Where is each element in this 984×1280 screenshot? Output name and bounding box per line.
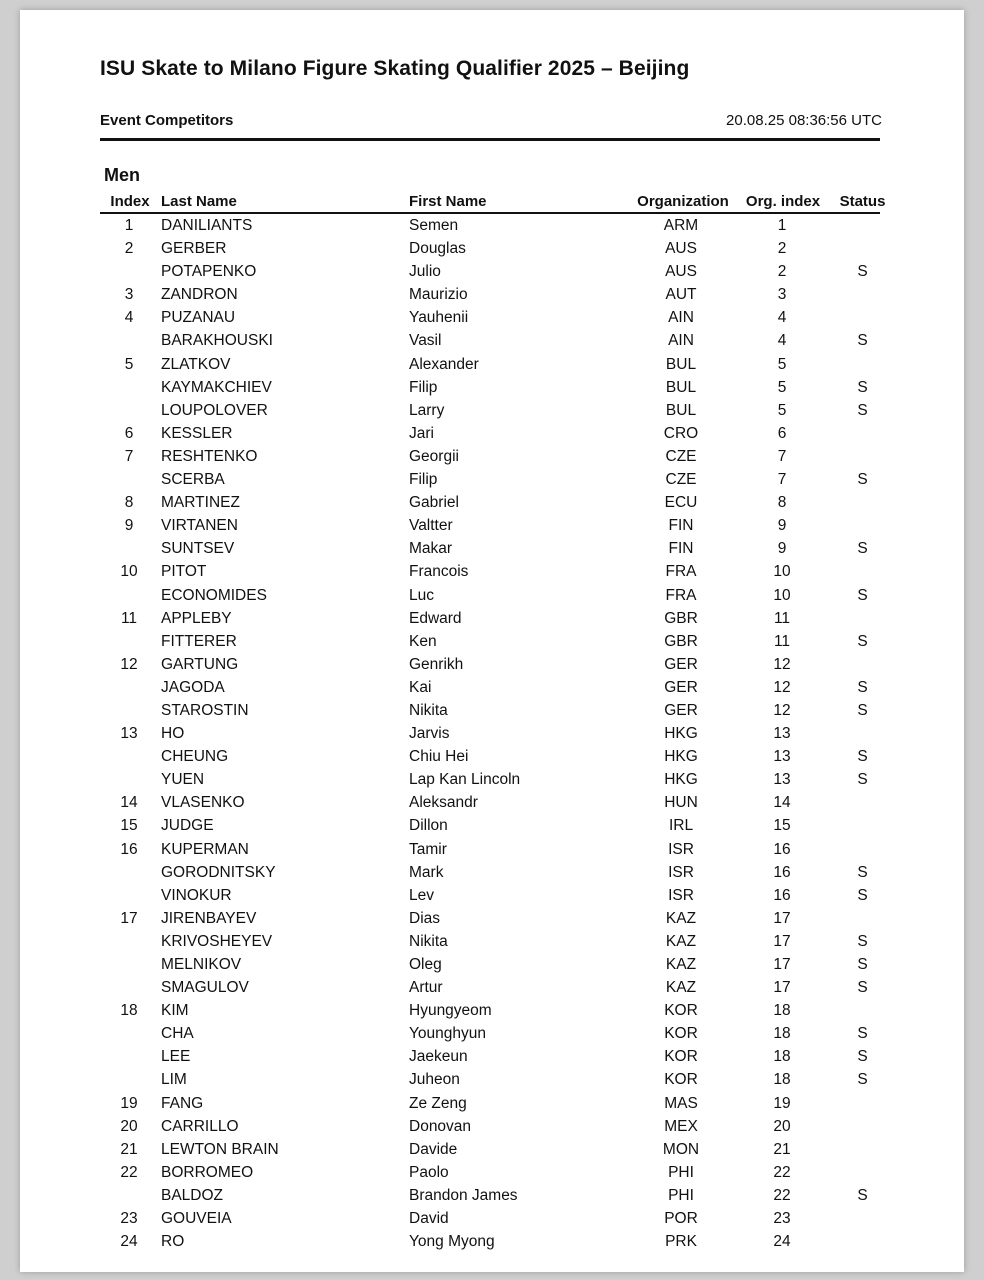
cell-last-name: PUZANAU bbox=[161, 309, 236, 327]
table-row bbox=[100, 1208, 880, 1231]
cell-organization: AUT bbox=[665, 286, 697, 304]
cell-last-name: VINOKUR bbox=[161, 886, 232, 904]
cell-status: S bbox=[857, 678, 868, 696]
cell-last-name: KESSLER bbox=[161, 424, 233, 442]
table-header bbox=[100, 193, 886, 213]
document-subtitle: Event Competitors bbox=[100, 112, 234, 129]
cell-last-name: VIRTANEN bbox=[161, 517, 238, 535]
cell-organization: ISR bbox=[668, 886, 694, 904]
cell-org-index: 11 bbox=[773, 609, 791, 627]
cell-index: 6 bbox=[124, 424, 134, 442]
cell-status: S bbox=[857, 979, 868, 997]
cell-index: 22 bbox=[120, 1163, 138, 1181]
cell-organization: ARM bbox=[663, 217, 699, 234]
cell-status: S bbox=[857, 263, 868, 281]
cell-first-name: Alexander bbox=[409, 355, 479, 373]
cell-index: 20 bbox=[120, 1117, 138, 1135]
cell-index: 2 bbox=[124, 240, 134, 258]
cell-first-name: Jari bbox=[409, 424, 434, 442]
cell-organization: IRL bbox=[668, 817, 694, 835]
cell-status: S bbox=[857, 1048, 868, 1066]
cell-last-name: POTAPENKO bbox=[161, 263, 257, 281]
cell-first-name: Brandon James bbox=[409, 1186, 518, 1204]
cell-first-name: Douglas bbox=[409, 240, 466, 258]
cell-first-name: Mark bbox=[409, 863, 444, 881]
table-header-divider bbox=[100, 212, 880, 214]
cell-org-index: 24 bbox=[773, 1233, 791, 1251]
cell-last-name: LEWTON BRAIN bbox=[161, 1140, 279, 1158]
cell-first-name: Maurizio bbox=[409, 286, 468, 304]
cell-first-name: Georgii bbox=[409, 447, 459, 465]
column-header-organization: Organization bbox=[637, 193, 729, 210]
cell-last-name: BALDOZ bbox=[161, 1186, 224, 1204]
cell-first-name: Jarvis bbox=[409, 725, 450, 743]
table-row bbox=[100, 215, 880, 238]
cell-first-name: Nikita bbox=[409, 932, 448, 950]
cell-first-name: Dias bbox=[409, 909, 441, 927]
table-row bbox=[100, 931, 880, 954]
cell-last-name: YUEN bbox=[161, 771, 205, 789]
cell-first-name: David bbox=[409, 1210, 449, 1228]
cell-last-name: GORODNITSKY bbox=[161, 863, 276, 881]
cell-status: S bbox=[857, 956, 868, 973]
table-row bbox=[100, 284, 880, 307]
cell-last-name: ZLATKOV bbox=[161, 355, 231, 373]
cell-last-name: GOUVEIA bbox=[161, 1210, 232, 1228]
cell-org-index: 21 bbox=[773, 1140, 791, 1158]
cell-organization: KAZ bbox=[665, 979, 697, 997]
cell-last-name: PITOT bbox=[161, 563, 207, 581]
cell-organization: HUN bbox=[664, 794, 698, 812]
cell-first-name: Paolo bbox=[409, 1163, 449, 1181]
cell-org-index: 18 bbox=[773, 1002, 791, 1020]
cell-last-name: HO bbox=[161, 725, 185, 743]
cell-organization: AIN bbox=[668, 332, 694, 350]
cell-first-name: Kai bbox=[409, 678, 432, 696]
table-row bbox=[100, 677, 880, 700]
cell-last-name: KRIVOSHEYEV bbox=[161, 932, 273, 950]
cell-status: S bbox=[857, 863, 868, 881]
cell-first-name: Francois bbox=[409, 563, 469, 581]
table-row bbox=[100, 654, 880, 677]
cell-organization: HKG bbox=[664, 771, 698, 789]
cell-status: S bbox=[857, 378, 868, 396]
cell-organization: CZE bbox=[665, 447, 697, 465]
cell-org-index: 18 bbox=[773, 1025, 791, 1043]
competitor-table-body bbox=[100, 215, 880, 1254]
table-row bbox=[100, 261, 880, 284]
cell-last-name: SMAGULOV bbox=[161, 979, 249, 997]
cell-org-index: 10 bbox=[773, 563, 791, 581]
cell-last-name: LIM bbox=[161, 1071, 187, 1089]
column-header-status: Status bbox=[839, 193, 886, 210]
table-row bbox=[100, 377, 880, 400]
cell-organization: AIN bbox=[668, 309, 694, 327]
cell-first-name: Ze Zeng bbox=[409, 1094, 467, 1112]
table-row bbox=[100, 238, 880, 261]
table-row bbox=[100, 538, 880, 561]
cell-last-name: GARTUNG bbox=[161, 655, 239, 673]
table-row bbox=[100, 1000, 880, 1023]
cell-index: 17 bbox=[120, 909, 138, 927]
cell-org-index: 9 bbox=[777, 517, 787, 535]
cell-status: S bbox=[857, 886, 868, 904]
column-header-index: Index bbox=[110, 193, 150, 210]
cell-last-name: SCERBA bbox=[161, 471, 225, 489]
cell-index: 23 bbox=[120, 1210, 138, 1228]
table-row bbox=[100, 885, 880, 908]
cell-last-name: FITTERER bbox=[161, 632, 237, 650]
cell-organization: ECU bbox=[664, 494, 698, 512]
cell-org-index: 7 bbox=[777, 447, 787, 465]
page-title: ISU Skate to Milano Figure Skating Qualifier 2025 – Beijing bbox=[100, 57, 690, 80]
cell-org-index: 17 bbox=[773, 932, 791, 950]
cell-status: S bbox=[857, 1186, 868, 1204]
column-header-org-index: Org. index bbox=[745, 193, 821, 210]
cell-organization: KOR bbox=[664, 1025, 698, 1043]
document-timestamp: 20.08.25 08:36:56 UTC bbox=[726, 112, 882, 129]
cell-org-index: 11 bbox=[773, 632, 791, 650]
table-row bbox=[100, 608, 880, 631]
cell-first-name: Yauhenii bbox=[409, 309, 469, 327]
cell-org-index: 12 bbox=[773, 701, 791, 719]
cell-last-name: FANG bbox=[161, 1094, 204, 1112]
header-divider bbox=[100, 138, 880, 141]
cell-first-name: Filip bbox=[409, 378, 438, 396]
cell-org-index: 9 bbox=[777, 540, 787, 558]
cell-organization: AUS bbox=[665, 263, 697, 281]
cell-org-index: 14 bbox=[773, 794, 791, 812]
cell-status: S bbox=[857, 401, 868, 419]
table-row bbox=[100, 492, 880, 515]
cell-organization: HKG bbox=[664, 725, 698, 743]
table-row bbox=[100, 1046, 880, 1069]
cell-status: S bbox=[857, 1071, 868, 1089]
cell-org-index: 16 bbox=[773, 840, 791, 858]
table-row bbox=[100, 1139, 880, 1162]
cell-organization: KOR bbox=[664, 1002, 698, 1020]
cell-first-name: Oleg bbox=[409, 956, 442, 973]
cell-org-index: 20 bbox=[773, 1117, 791, 1135]
table-row bbox=[100, 862, 880, 885]
cell-status: S bbox=[857, 332, 868, 350]
document-page bbox=[20, 10, 964, 1272]
cell-first-name: Chiu Hei bbox=[409, 748, 469, 766]
table-row bbox=[100, 723, 880, 746]
cell-org-index: 4 bbox=[777, 332, 787, 350]
cell-status: S bbox=[857, 586, 868, 604]
cell-last-name: CARRILLO bbox=[161, 1117, 239, 1135]
cell-org-index: 12 bbox=[773, 678, 791, 696]
cell-organization: BUL bbox=[665, 378, 697, 396]
cell-last-name: JIRENBAYEV bbox=[161, 909, 257, 927]
cell-last-name: CHEUNG bbox=[161, 748, 229, 766]
cell-org-index: 2 bbox=[777, 240, 787, 258]
table-row bbox=[100, 307, 880, 330]
cell-org-index: 2 bbox=[777, 263, 787, 281]
cell-index: 13 bbox=[120, 725, 138, 743]
cell-first-name: Semen bbox=[409, 217, 459, 234]
cell-last-name: ZANDRON bbox=[161, 286, 238, 304]
cell-index: 21 bbox=[120, 1140, 138, 1158]
cell-last-name: DANILIANTS bbox=[161, 217, 253, 234]
cell-org-index: 5 bbox=[777, 355, 787, 373]
cell-last-name: BARAKHOUSKI bbox=[161, 332, 273, 350]
table-row bbox=[100, 1069, 880, 1092]
cell-organization: FIN bbox=[668, 540, 694, 558]
cell-last-name: ECONOMIDES bbox=[161, 586, 267, 604]
table-row bbox=[100, 585, 880, 608]
table-row bbox=[100, 839, 880, 862]
cell-index: 18 bbox=[120, 1002, 138, 1020]
table-row bbox=[100, 1185, 880, 1208]
table-row bbox=[100, 769, 880, 792]
cell-index: 10 bbox=[120, 563, 138, 581]
cell-org-index: 3 bbox=[777, 286, 787, 304]
table-row bbox=[100, 1231, 880, 1254]
cell-status: S bbox=[857, 748, 868, 766]
table-row bbox=[100, 515, 880, 538]
cell-org-index: 10 bbox=[773, 586, 791, 604]
cell-first-name: Julio bbox=[409, 263, 441, 281]
cell-status: S bbox=[857, 471, 868, 489]
section-heading: Men bbox=[104, 165, 140, 185]
cell-status: S bbox=[857, 1025, 868, 1043]
table-row bbox=[100, 423, 880, 446]
cell-organization: GER bbox=[664, 678, 698, 696]
cell-org-index: 5 bbox=[777, 378, 787, 396]
cell-org-index: 13 bbox=[773, 748, 791, 766]
cell-first-name: Lev bbox=[409, 886, 434, 904]
cell-status: S bbox=[857, 540, 868, 558]
cell-organization: KOR bbox=[664, 1048, 698, 1066]
cell-organization: GBR bbox=[664, 632, 698, 650]
table-row bbox=[100, 631, 880, 654]
cell-org-index: 18 bbox=[773, 1071, 791, 1089]
table-row bbox=[100, 469, 880, 492]
cell-organization: KAZ bbox=[665, 932, 697, 950]
cell-index: 3 bbox=[124, 286, 134, 304]
cell-first-name: Lap Kan Lincoln bbox=[409, 771, 521, 789]
cell-last-name: VLASENKO bbox=[161, 794, 245, 812]
cell-org-index: 12 bbox=[773, 655, 791, 673]
table-row bbox=[100, 330, 880, 353]
cell-last-name: MARTINEZ bbox=[161, 494, 240, 512]
cell-last-name: KAYMAKCHIEV bbox=[161, 378, 272, 396]
cell-org-index: 17 bbox=[773, 956, 791, 973]
cell-org-index: 16 bbox=[773, 863, 791, 881]
cell-first-name: Hyungyeom bbox=[409, 1002, 492, 1020]
cell-last-name: RO bbox=[161, 1233, 185, 1251]
cell-first-name: Tamir bbox=[409, 840, 447, 858]
cell-last-name: SUNTSEV bbox=[161, 540, 235, 558]
table-row bbox=[100, 1023, 880, 1046]
cell-first-name: Juheon bbox=[409, 1071, 460, 1089]
cell-organization: PHI bbox=[668, 1163, 694, 1181]
cell-first-name: Davide bbox=[409, 1140, 458, 1158]
table-row bbox=[100, 746, 880, 769]
table-row bbox=[100, 1116, 880, 1139]
cell-last-name: LEE bbox=[161, 1048, 191, 1066]
cell-org-index: 1 bbox=[777, 217, 787, 234]
table-row bbox=[100, 954, 880, 977]
cell-index: 11 bbox=[120, 609, 138, 627]
cell-organization: GER bbox=[664, 701, 698, 719]
cell-organization: FIN bbox=[668, 517, 694, 535]
table-row bbox=[100, 815, 880, 838]
cell-index: 24 bbox=[120, 1233, 138, 1251]
table-row bbox=[100, 977, 880, 1000]
cell-first-name: Artur bbox=[409, 979, 443, 997]
table-row bbox=[100, 700, 880, 723]
cell-first-name: Larry bbox=[409, 401, 445, 419]
cell-last-name: KUPERMAN bbox=[161, 840, 249, 858]
cell-organization: GER bbox=[664, 655, 698, 673]
cell-last-name: JUDGE bbox=[161, 817, 214, 835]
cell-organization: CZE bbox=[665, 471, 697, 489]
cell-org-index: 16 bbox=[773, 886, 791, 904]
cell-organization: FRA bbox=[665, 563, 697, 581]
cell-first-name: Aleksandr bbox=[409, 794, 478, 812]
cell-org-index: 17 bbox=[773, 979, 791, 997]
cell-last-name: LOUPOLOVER bbox=[161, 401, 268, 419]
cell-last-name: KIM bbox=[161, 1002, 189, 1020]
cell-organization: MON bbox=[662, 1140, 700, 1158]
cell-index: 7 bbox=[124, 447, 134, 465]
cell-organization: PRK bbox=[665, 1233, 697, 1251]
cell-index: 9 bbox=[124, 517, 134, 535]
cell-last-name: STAROSTIN bbox=[161, 701, 249, 719]
cell-first-name: Luc bbox=[409, 586, 434, 604]
cell-organization: MAS bbox=[664, 1094, 698, 1112]
cell-first-name: Nikita bbox=[409, 701, 448, 719]
cell-org-index: 17 bbox=[773, 909, 791, 927]
cell-last-name: RESHTENKO bbox=[161, 447, 258, 465]
cell-first-name: Dillon bbox=[409, 817, 448, 835]
cell-first-name: Valtter bbox=[409, 517, 453, 535]
cell-organization: PHI bbox=[668, 1186, 694, 1204]
cell-org-index: 6 bbox=[777, 424, 787, 442]
cell-index: 14 bbox=[120, 794, 138, 812]
table-row bbox=[100, 792, 880, 815]
cell-first-name: Vasil bbox=[409, 332, 442, 350]
cell-org-index: 7 bbox=[777, 471, 787, 489]
cell-last-name: APPLEBY bbox=[161, 609, 232, 627]
cell-organization: BUL bbox=[665, 355, 697, 373]
cell-last-name: JAGODA bbox=[161, 678, 225, 696]
table-row bbox=[100, 400, 880, 423]
cell-org-index: 4 bbox=[777, 309, 787, 327]
cell-organization: KAZ bbox=[665, 956, 697, 973]
cell-index: 4 bbox=[124, 309, 134, 327]
cell-org-index: 22 bbox=[773, 1163, 791, 1181]
cell-index: 16 bbox=[120, 840, 138, 858]
cell-last-name: BORROMEO bbox=[161, 1163, 254, 1181]
cell-index: 8 bbox=[124, 494, 134, 512]
cell-organization: POR bbox=[664, 1210, 698, 1228]
cell-index: 19 bbox=[120, 1094, 138, 1112]
column-header-last-name: Last Name bbox=[161, 193, 237, 210]
table-row bbox=[100, 1093, 880, 1116]
cell-org-index: 18 bbox=[773, 1048, 791, 1066]
table-row bbox=[100, 354, 880, 377]
cell-organization: FRA bbox=[665, 586, 697, 604]
cell-organization: KOR bbox=[664, 1071, 698, 1089]
column-header-first-name: First Name bbox=[409, 193, 487, 210]
cell-first-name: Jaekeun bbox=[409, 1048, 468, 1066]
cell-status: S bbox=[857, 771, 868, 789]
cell-org-index: 13 bbox=[773, 771, 791, 789]
cell-first-name: Filip bbox=[409, 471, 438, 489]
table-row bbox=[100, 446, 880, 469]
cell-org-index: 23 bbox=[773, 1210, 791, 1228]
cell-first-name: Ken bbox=[409, 632, 437, 650]
cell-organization: ISR bbox=[668, 863, 694, 881]
cell-organization: MEX bbox=[664, 1117, 698, 1135]
cell-org-index: 5 bbox=[777, 401, 787, 419]
cell-first-name: Donovan bbox=[409, 1117, 472, 1135]
cell-organization: BUL bbox=[665, 401, 697, 419]
cell-org-index: 13 bbox=[773, 725, 791, 743]
cell-org-index: 19 bbox=[773, 1094, 791, 1112]
cell-last-name: MELNIKOV bbox=[161, 956, 242, 973]
cell-first-name: Yong Myong bbox=[409, 1233, 495, 1251]
cell-first-name: Gabriel bbox=[409, 494, 459, 512]
cell-index: 5 bbox=[124, 355, 134, 373]
cell-first-name: Younghyun bbox=[409, 1025, 487, 1043]
cell-first-name: Makar bbox=[409, 540, 453, 558]
cell-organization: AUS bbox=[665, 240, 697, 258]
cell-last-name: GERBER bbox=[161, 240, 227, 258]
cell-organization: HKG bbox=[664, 748, 698, 766]
cell-organization: CRO bbox=[663, 424, 699, 442]
cell-index: 1 bbox=[124, 217, 134, 234]
cell-status: S bbox=[857, 701, 868, 719]
table-row bbox=[100, 908, 880, 931]
cell-last-name: CHA bbox=[161, 1025, 194, 1043]
table-row bbox=[100, 1162, 880, 1185]
cell-organization: KAZ bbox=[665, 909, 697, 927]
cell-org-index: 8 bbox=[777, 494, 787, 512]
cell-organization: ISR bbox=[668, 840, 694, 858]
table-row bbox=[100, 561, 880, 584]
cell-status: S bbox=[857, 632, 868, 650]
cell-first-name: Edward bbox=[409, 609, 462, 627]
cell-org-index: 15 bbox=[773, 817, 791, 835]
cell-index: 12 bbox=[120, 655, 138, 673]
cell-status: S bbox=[857, 932, 868, 950]
cell-org-index: 22 bbox=[773, 1186, 791, 1204]
cell-index: 15 bbox=[120, 817, 138, 835]
cell-organization: GBR bbox=[664, 609, 698, 627]
cell-first-name: Genrikh bbox=[409, 655, 464, 673]
